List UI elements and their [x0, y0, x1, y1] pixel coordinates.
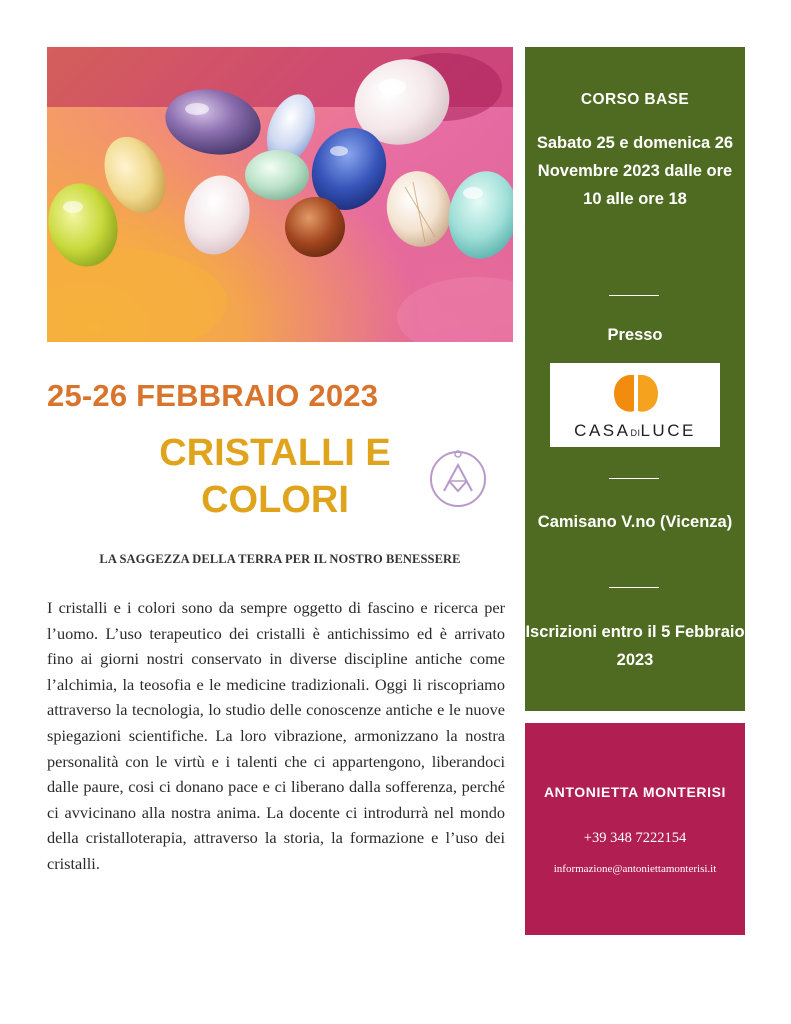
course-schedule: Sabato 25 e domenica 26 Novembre 2023 dalle ore 10 alle ore 18 [536, 134, 734, 208]
divider [609, 478, 659, 479]
venue-location: Camisano V.no (Vicenza) [537, 513, 733, 531]
venue-logo-casa: CASA [574, 421, 631, 440]
venue-label: Presso [607, 326, 663, 344]
am-monogram-logo-icon [420, 447, 496, 511]
hero-crystals-photo [47, 47, 513, 342]
contact-email[interactable]: informazione@antoniettamonterisi.it [553, 863, 717, 875]
registration-deadline: Iscrizioni entro il 5 Febbraio 2023 [525, 623, 745, 669]
venue-logo-text [550, 421, 720, 441]
contact-phone[interactable]: +39 348 7222154 [583, 830, 687, 846]
crystals-illustration [47, 47, 513, 342]
venue-logo-di: DI [630, 428, 641, 438]
casa-di-luce-logo-icon [550, 363, 720, 447]
divider [609, 587, 659, 588]
event-title: CRISTALLI E COLORI [159, 432, 391, 521]
divider [609, 295, 659, 296]
event-subtitle: LA SAGGEZZA DELLA TERRA PER IL NOSTRO BENESSERE [99, 552, 461, 566]
event-description: I cristalli e i colori sono da sempre oggetto di fascino e ricerca per l’uomo. L’uso terapeutico dei cristalli è antichissimo ed è arrivato fino ai giorni nostri conservato in diverse discipline antiche come l’alchimia, la teosofia e le medicine tradizionali. Oggi li riscopriamo attraverso la tecnologia, lo studio delle conoscenze antiche e le nuove spiegazioni scientifiche. La loro vibrazione, armonizzano la nostra personalità con le virtù e i talenti che ci appartengono, liberandoci dalle paure, cosi ci donano pace e ci liberano dalla sofferenza, perché ci avvicinano alla nostra anima. La docente ci introdurrà nel mondo della cristalloterapia, attraverso la storia, la formazione e l’uso dei cristalli. [47, 598, 505, 873]
contact-panel [525, 723, 745, 935]
event-date-heading: 25-26 FEBBRAIO 2023 [47, 378, 379, 413]
course-info-panel [525, 47, 745, 711]
course-level: CORSO BASE [580, 91, 690, 108]
venue-logo-luce: LUCE [640, 421, 696, 440]
teacher-name: ANTONIETTA MONTERISI [543, 784, 727, 800]
